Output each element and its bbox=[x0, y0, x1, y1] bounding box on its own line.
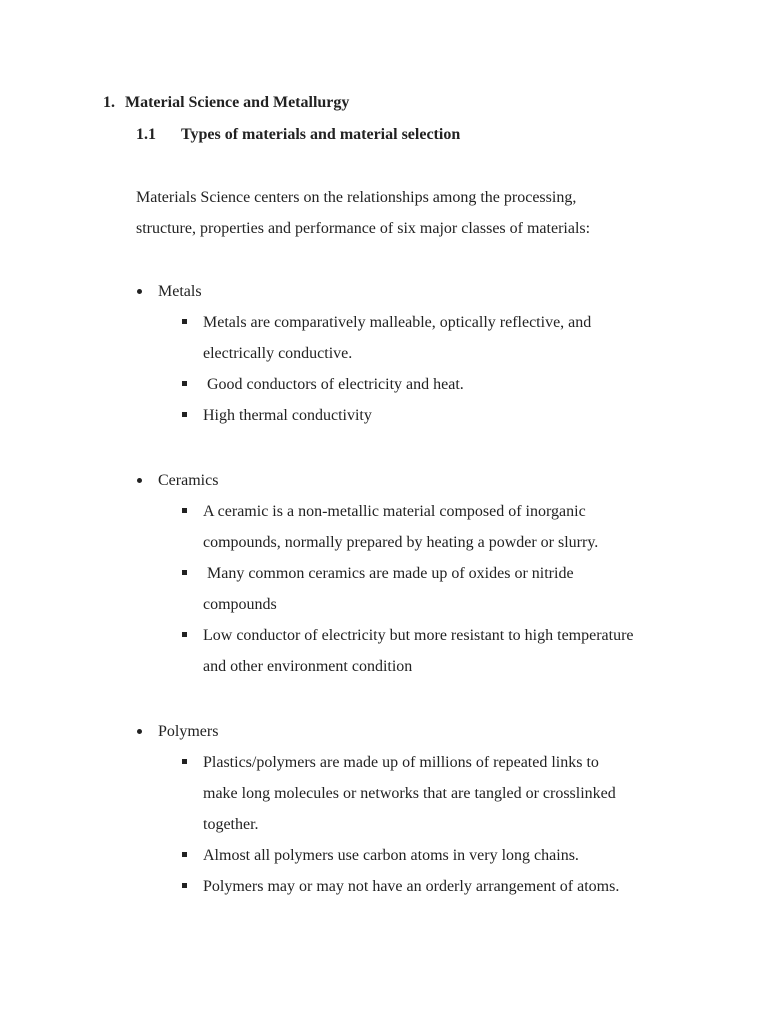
sub-bullet-item bbox=[0, 496, 768, 558]
sub-bullet-line: Almost all polymers use carbon atoms in very long chains. bbox=[203, 847, 579, 864]
section-ceramics bbox=[0, 465, 768, 682]
subsection-heading bbox=[136, 124, 460, 146]
subsection-title: Types of materials and material selection bbox=[181, 126, 461, 143]
intro-line: structure, properties and performance of six major classes of materials: bbox=[136, 220, 591, 237]
square-bullet-icon bbox=[182, 852, 187, 857]
sub-bullet-line: A ceramic is a non-metallic material composed of inorganic bbox=[203, 503, 586, 520]
square-bullet-icon bbox=[182, 759, 187, 764]
sub-bullet-item bbox=[0, 307, 768, 369]
section-number: 1. bbox=[103, 94, 115, 111]
sub-bullet-line: together. bbox=[203, 816, 259, 833]
sub-bullet-line: Polymers may or may not have an orderly arrangement of atoms. bbox=[203, 878, 620, 895]
bullet-label: Ceramics bbox=[158, 472, 219, 489]
bullet-item bbox=[0, 276, 768, 307]
sub-bullet-item bbox=[0, 400, 768, 431]
bullet-dot-icon bbox=[137, 289, 142, 294]
sub-bullet-line: Many common ceramics are made up of oxides or nitride bbox=[203, 565, 574, 582]
sub-bullet-line: Low conductor of electricity but more resistant to high temperature bbox=[203, 627, 634, 644]
square-bullet-icon bbox=[182, 883, 187, 888]
sub-bullet-item bbox=[0, 558, 768, 620]
square-bullet-icon bbox=[182, 570, 187, 575]
sub-bullet-item bbox=[0, 369, 768, 400]
section-title: Material Science and Metallurgy bbox=[125, 94, 350, 111]
square-bullet-icon bbox=[182, 508, 187, 513]
bullet-dot-icon bbox=[137, 478, 142, 483]
sub-bullet-item bbox=[0, 620, 768, 682]
sub-bullet-line: electrically conductive. bbox=[203, 345, 353, 362]
bullet-label: Polymers bbox=[158, 723, 219, 740]
sub-bullet-line: Metals are comparatively malleable, optically reflective, and bbox=[203, 314, 592, 331]
intro-line: Materials Science centers on the relationships among the processing, bbox=[136, 189, 577, 206]
square-bullet-icon bbox=[182, 381, 187, 386]
sub-bullet-item bbox=[0, 871, 768, 902]
square-bullet-icon bbox=[182, 319, 187, 324]
sub-bullet-line: High thermal conductivity bbox=[203, 407, 372, 424]
square-bullet-icon bbox=[182, 412, 187, 417]
section-metals bbox=[0, 276, 768, 431]
bullet-dot-icon bbox=[137, 729, 142, 734]
section-heading bbox=[103, 92, 349, 114]
sub-bullet-line: Plastics/polymers are made up of millions of repeated links to bbox=[203, 754, 599, 771]
bullet-label: Metals bbox=[158, 283, 202, 300]
subsection-number: 1.1 bbox=[136, 126, 156, 143]
sub-bullet-line: compounds bbox=[203, 596, 277, 613]
bullet-item bbox=[0, 716, 768, 747]
sub-bullet-line: compounds, normally prepared by heating a powder or slurry. bbox=[203, 534, 599, 551]
square-bullet-icon bbox=[182, 632, 187, 637]
sub-bullet-line: make long molecules or networks that are tangled or crosslinked bbox=[203, 785, 616, 802]
sub-bullet-line: Good conductors of electricity and heat. bbox=[203, 376, 464, 393]
bullet-item bbox=[0, 465, 768, 496]
intro-paragraph bbox=[136, 182, 696, 244]
sub-bullet-item bbox=[0, 747, 768, 840]
sub-bullet-line: and other environment condition bbox=[203, 658, 413, 675]
section-polymers bbox=[0, 716, 768, 902]
sub-bullet-item bbox=[0, 840, 768, 871]
